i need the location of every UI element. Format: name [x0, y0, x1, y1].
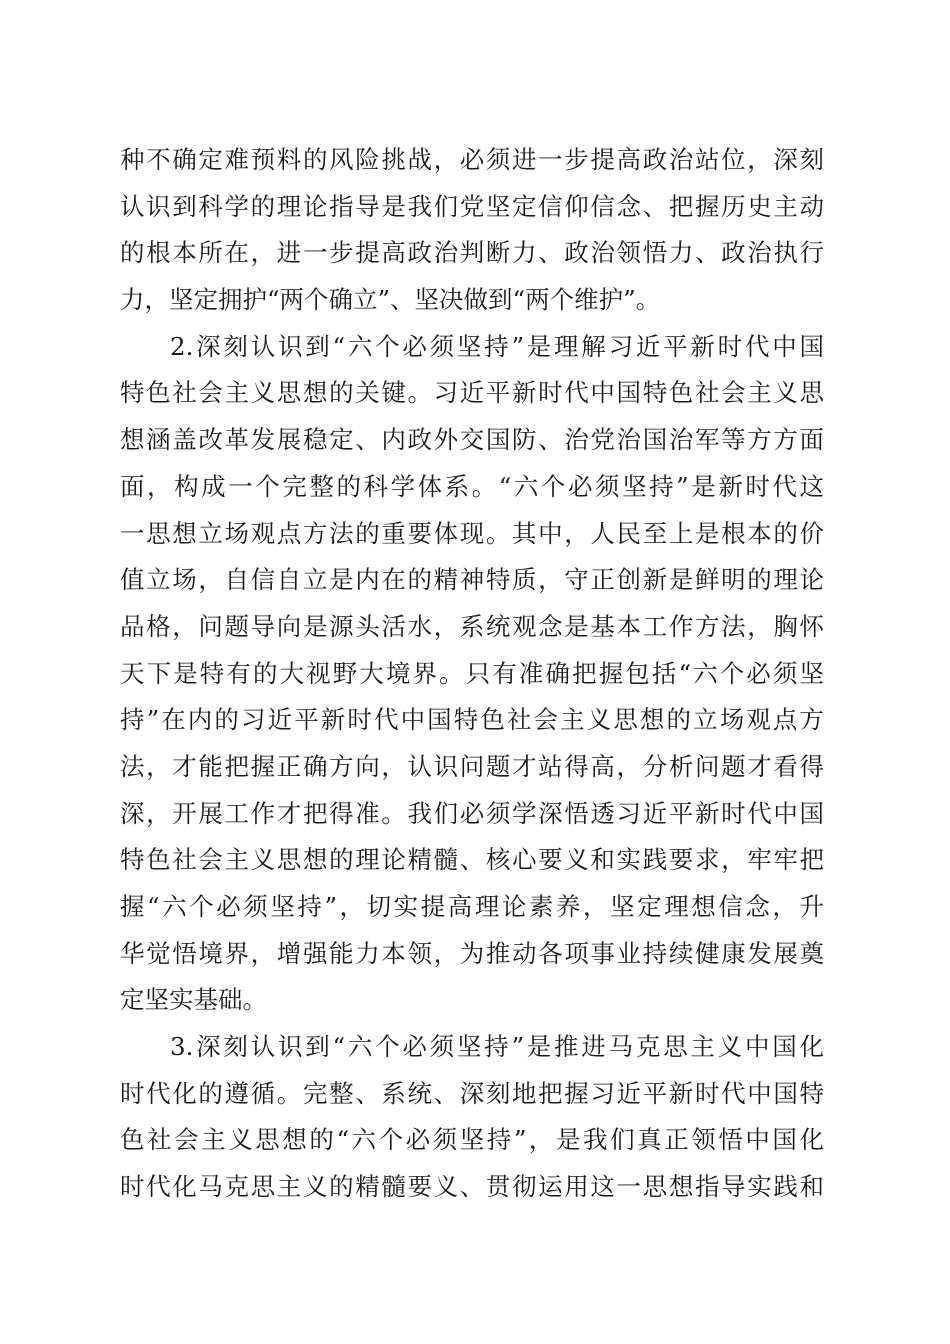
text-line: 种不确定难预料的风险挑战，必须进一步提高政治站位，深刻 — [120, 145, 824, 174]
text-line: 深，开展工作才把得准。我们必须学深悟透习近平新时代中国 — [120, 798, 824, 828]
text-line: 特色社会主义思想的理论精髓、核心要义和实践要求，牢牢把 — [120, 845, 824, 875]
text-line: 的根本所在，进一步提高政治判断力、政治领悟力、政治执行 — [120, 238, 824, 268]
text-line: 值立场，自信自立是内在的精神特质，守正创新是鲜明的理论 — [120, 565, 824, 595]
document-body — [120, 137, 824, 1211]
text-line: 想涵盖改革发展稳定、内政外交国防、治党治国治军等方方面 — [120, 425, 824, 455]
paragraph-3-heading-line: 3.深刻认识到“六个必须坚持”是推进马克思主义中国化 — [170, 1032, 824, 1062]
text-line: 面，构成一个完整的科学体系。“六个必须坚持”是新时代这 — [120, 471, 824, 501]
text-line: 时代化马克思主义的精髓要义、贯彻运用这一思想指导实践和 — [120, 1172, 824, 1202]
text-line: 时代化的遵循。完整、系统、深刻地把握习近平新时代中国特 — [120, 1078, 824, 1108]
text-line: 持”在内的习近平新时代中国特色社会主义思想的立场观点方 — [120, 705, 824, 735]
text-line: 法，才能把握正确方向，认识问题才站得高，分析问题才看得 — [120, 751, 824, 781]
text-line: 华觉悟境界，增强能力本领，为推动各项事业持续健康发展奠 — [120, 938, 824, 968]
text-line: 色社会主义思想的“六个必须坚持”，是我们真正领悟中国化 — [120, 1125, 824, 1155]
text-line: 认识到科学的理论指导是我们党坚定信仰信念、把握历史主动 — [120, 191, 824, 221]
text-line: 定坚实基础。 — [120, 985, 267, 1015]
text-line: 品格，问题导向是源头活水，系统观念是基本工作方法，胸怀 — [120, 611, 824, 641]
text-line: 天下是特有的大视野大境界。只有准确把握包括“六个必须坚 — [120, 658, 824, 688]
paragraph-2-heading-line: 2.深刻认识到“六个必须坚持”是理解习近平新时代中国 — [170, 331, 824, 361]
text-line: 握“六个必须坚持”，切实提高理论素养，坚定理想信念，升 — [120, 892, 824, 921]
text-line: 一思想立场观点方法的重要体现。其中，人民至上是根本的价 — [120, 518, 824, 548]
text-line: 特色社会主义思想的关键。习近平新时代中国特色社会主义思 — [120, 378, 824, 408]
text-line: 力，坚定拥护“两个确立”、坚决做到“两个维护”。 — [120, 285, 661, 315]
